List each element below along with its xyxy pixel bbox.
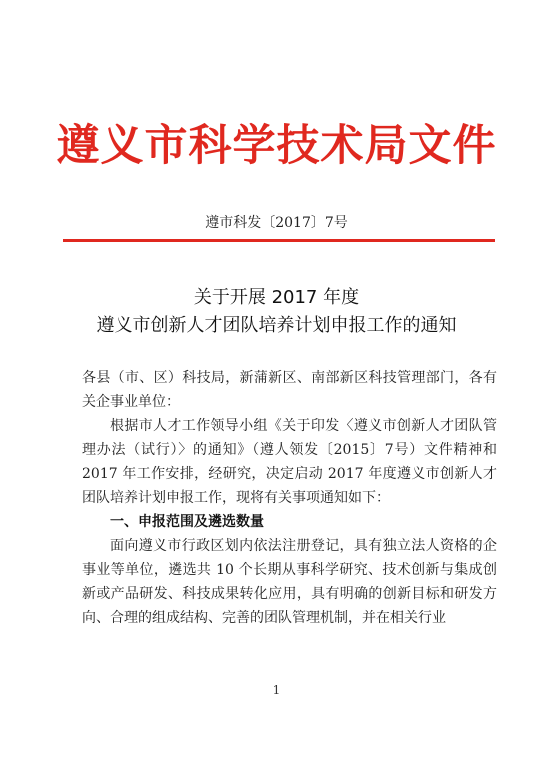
page-number: 1 bbox=[272, 683, 281, 697]
document-number: 遵市科发〔2017〕7号 bbox=[205, 215, 348, 231]
section-heading-1: 一、申报范围及遴选数量 bbox=[110, 514, 264, 530]
section-1-paragraph: 面向遵义市行政区划内依法注册登记，具有独立法人资格的企事业等单位，遴选共 10 个长期从事科学研究、技术创新与集成创新或产品研发、科技成果转化应用，具有明确的创新目标和研发方向、合理的组成结构、完善的团队管理机制，并在相关行业 bbox=[82, 538, 497, 626]
intro-paragraph: 根据市人才工作领导小组《关于印发〈遵义市创新人才团队管理办法（试行）〉的通知》（遵人领发〔2015〕7号）文件精神和 2017 年工作安排，经研究，决定启动 2017 年度遵义市创新人才团队培养计划申报工作，现将有关事项通知如下： bbox=[82, 418, 497, 506]
red-separator-line bbox=[63, 239, 495, 242]
addressee-paragraph: 各县（市、区）科技局，新蒲新区、南部新区科技管理部门，各有关企事业单位： bbox=[82, 370, 497, 410]
notice-body bbox=[82, 366, 497, 630]
issuing-authority-title: 遵义市科学技术局文件 bbox=[56, 121, 497, 171]
notice-title-line-1: 关于开展 2017 年度 bbox=[193, 287, 360, 308]
notice-title-line-2: 遵义市创新人才团队培养计划申报工作的通知 bbox=[96, 315, 457, 336]
